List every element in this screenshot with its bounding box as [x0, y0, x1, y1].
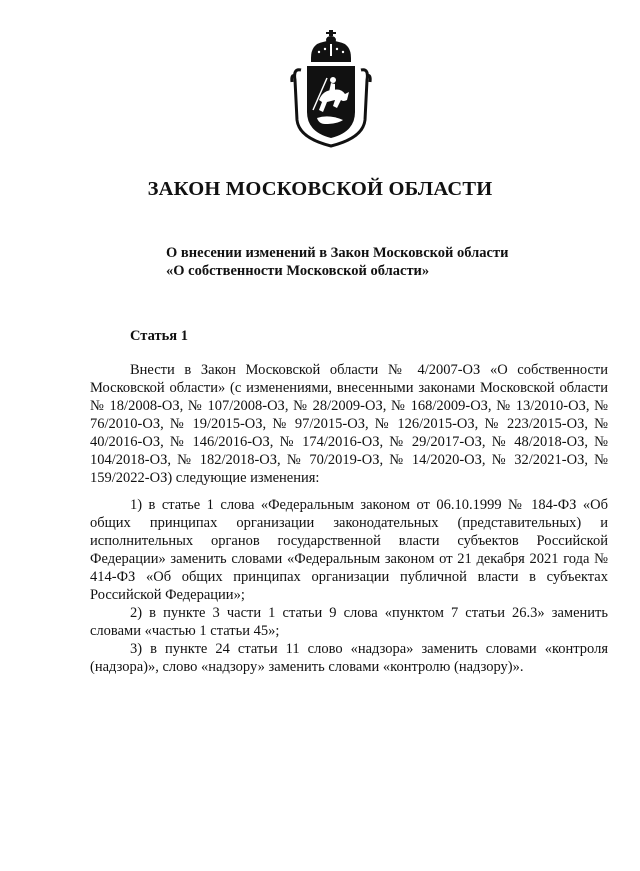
subtitle-line-2: «О собственности Московской области» [166, 263, 430, 279]
amendment-item-3: 3) в пункте 24 статьи 11 слово «надзора» заменить словами «контроля (надзора)», слово «надзору» заменить словами «контролю (надзору)». [90, 641, 608, 675]
amendment-item-1: 1) в статье 1 слова «Федеральным законом от 06.10.1999 № 184-ФЗ «Об общих принципах организации законодательных (представительных) и исполнительных органов государственной власти субъектов Российской Федерации» заменить словами «Федеральным законом от 21 декабря 2021 года № 414-ФЗ «Об общих принципах организации публичной власти в субъектах Российской Федерации»; [90, 497, 608, 603]
document-subtitle [166, 244, 508, 280]
coat-of-arms-svg [289, 30, 373, 148]
amendments-list [90, 496, 608, 676]
document-title: ЗАКОН МОСКОВСКОЙ ОБЛАСТИ [147, 178, 493, 200]
intro-text: Внести в Закон Московской области № 4/2007-ОЗ «О собственности Московской области» (с изменениями, внесенными законами Московской области № 18/2008-ОЗ, № 107/2008-ОЗ, № 28/2009-ОЗ, № 168/2009-ОЗ, № 13/2010-ОЗ, № 76/2010-ОЗ, № 19/2015-ОЗ, № 97/2015-ОЗ, № 126/2015-ОЗ, № 223/2015-ОЗ, № 40/2016-ОЗ, № 146/2016-ОЗ, № 174/2016-ОЗ, № 29/2017-ОЗ, № 48/2018-ОЗ, № 104/2018-ОЗ, № 182/2018-ОЗ, № 70/2019-ОЗ, № 14/2020-ОЗ, № 32/2021-ОЗ, № 159/2022-ОЗ) следующие изменения: [90, 362, 608, 486]
moscow-oblast-coat-of-arms-icon [289, 30, 373, 148]
shield-icon [307, 66, 355, 138]
intro-paragraph [90, 361, 608, 487]
article-heading: Статья 1 [130, 328, 188, 344]
amendment-item-2: 2) в пункте 3 части 1 статьи 9 слова «пунктом 7 статьи 26.3» заменить словами «частью 1 статьи 45»; [90, 605, 608, 639]
subtitle-line-1: О внесении изменений в Закон Московской области [166, 245, 509, 261]
